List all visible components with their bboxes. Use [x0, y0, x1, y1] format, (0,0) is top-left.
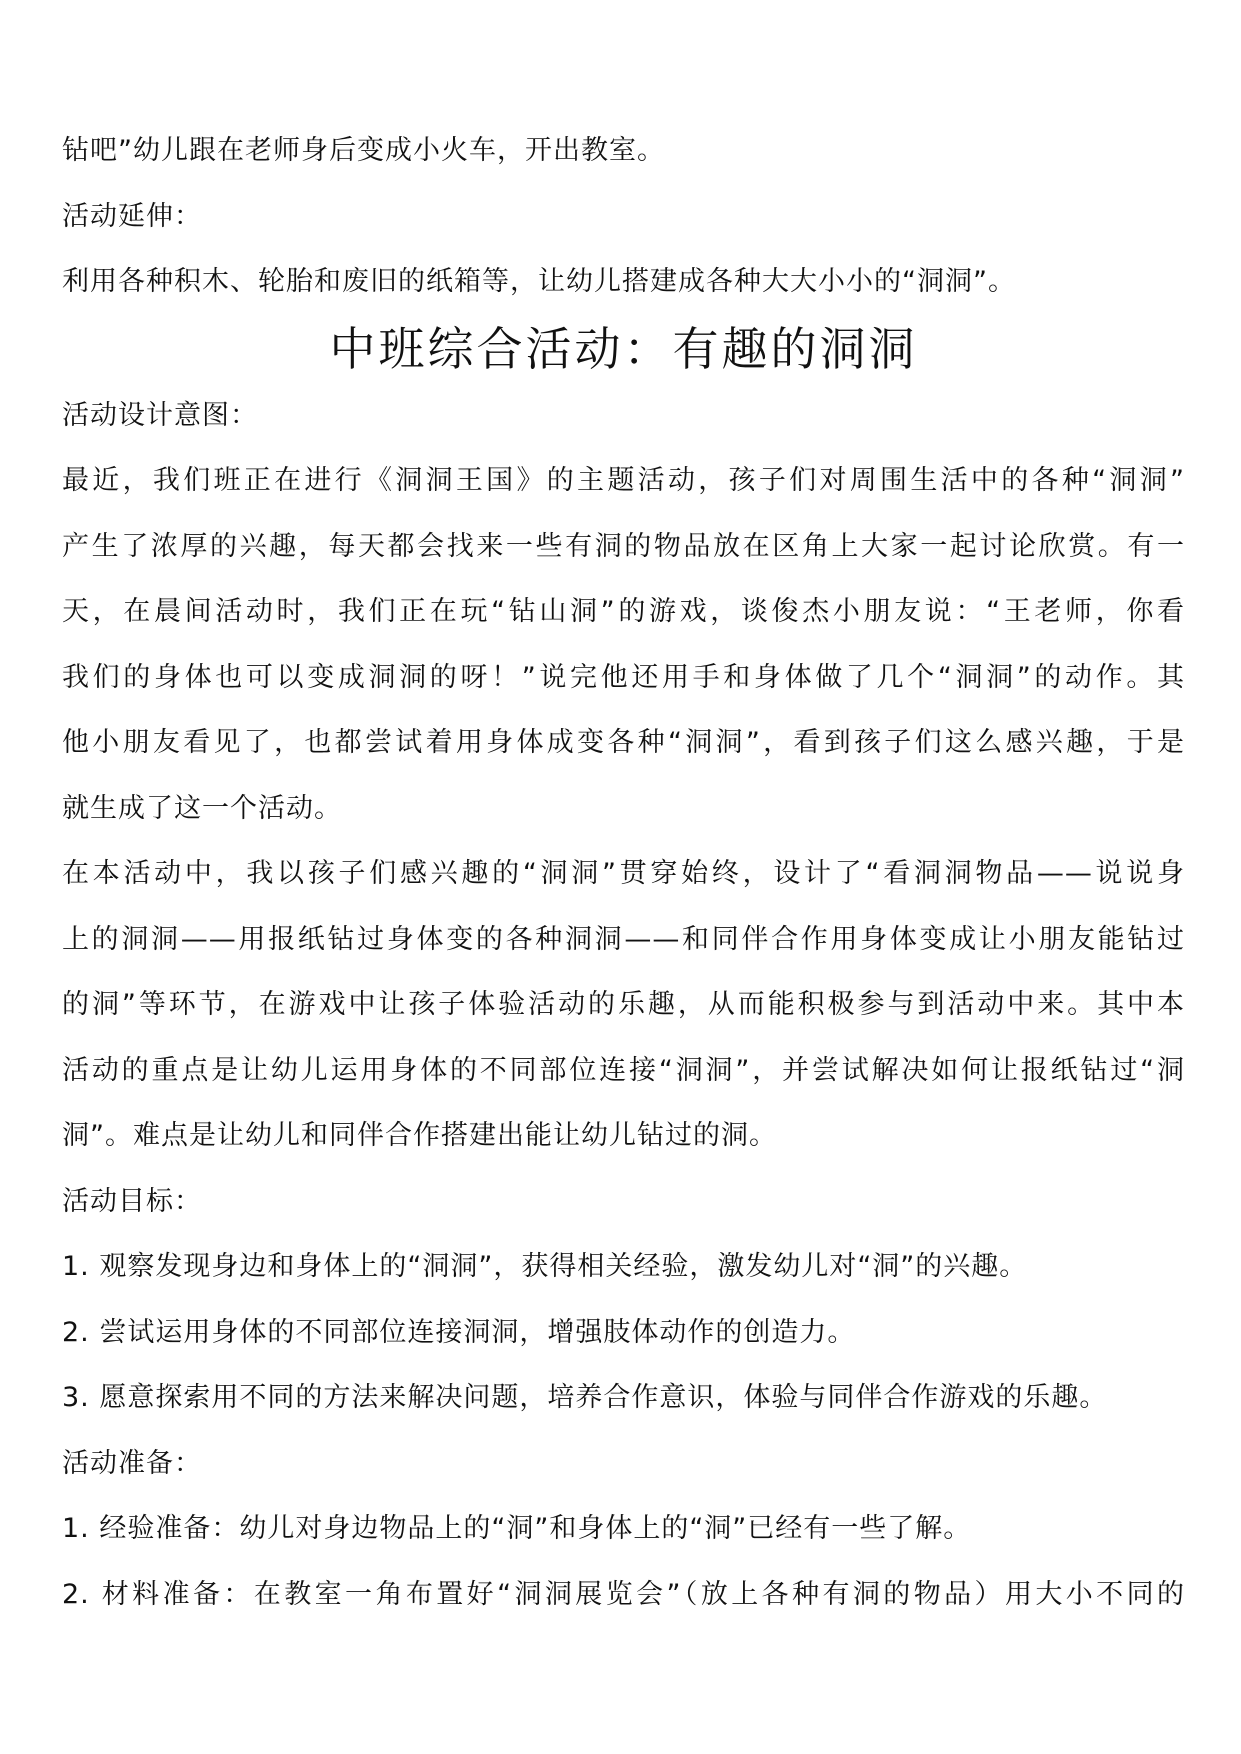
objective-item: 2. 尝试运用身体的不同部位连接洞洞，增强肢体动作的创造力。	[62, 1316, 856, 1348]
paragraph-line: 在本活动中，我以孩子们感兴趣的“洞洞”贯穿始终，设计了“看洞洞物品——说说身	[62, 858, 1185, 889]
paragraph-line: 产生了浓厚的兴趣，每天都会找来一些有洞的物品放在区角上大家一起讨论欣赏。有一	[62, 530, 1185, 562]
objective-item: 1. 观察发现身边和身体上的“洞洞”，获得相关经验，激发幼儿对“洞”的兴趣。	[62, 1251, 1028, 1282]
paragraph-line: 最近，我们班正在进行《洞洞王国》的主题活动，孩子们对周围生活中的各种“洞洞”	[62, 465, 1185, 496]
paragraph-line: 我们的身体也可以变成洞洞的呀！”说完他还用手和身体做了几个“洞洞”的动作。其	[62, 661, 1185, 693]
paragraph-line: 上的洞洞——用报纸钻过身体变的各种洞洞——和同伴合作用身体变成让小朋友能钻过	[62, 923, 1185, 955]
paragraph-line: 活动的重点是让幼儿运用身体的不同部位连接“洞洞”，并尝试解决如何让报纸钻过“洞	[62, 1054, 1185, 1086]
preparation-item: 2. 材料准备：在教室一角布置好“洞洞展览会”（放上各种有洞的物品）用大小不同的	[62, 1578, 1185, 1610]
paragraph-line: 的洞”等环节，在游戏中让孩子体验活动的乐趣，从而能积极参与到活动中来。其中本	[62, 989, 1185, 1020]
paragraph-line: 洞”。难点是让幼儿和同伴合作搭建出能让幼儿钻过的洞。	[62, 1120, 777, 1151]
section-heading-extension: 活动延伸：	[62, 200, 202, 232]
text-line: 钻吧”幼儿跟在老师身后变成小火车，开出教室。	[62, 135, 665, 166]
document-title: 中班综合活动：有趣的洞洞	[329, 321, 918, 376]
section-heading-preparation: 活动准备：	[62, 1447, 202, 1479]
paragraph-line: 他小朋友看见了，也都尝试着用身体成变各种“洞洞”，看到孩子们这么感兴趣，于是	[62, 727, 1185, 758]
section-heading-objectives: 活动目标：	[62, 1185, 202, 1217]
objective-item: 3. 愿意探索用不同的方法来解决问题，培养合作意识，体验与同伴合作游戏的乐趣。	[62, 1382, 1108, 1413]
section-heading-design-intent: 活动设计意图：	[62, 399, 258, 431]
paragraph-line: 就生成了这一个活动。	[62, 792, 342, 824]
paragraph-line: 天，在晨间活动时，我们正在玩“钻山洞”的游戏，谈俊杰小朋友说：“王老师，你看	[62, 596, 1185, 627]
preparation-item: 1. 经验准备：幼儿对身边物品上的“洞”和身体上的“洞”已经有一些了解。	[62, 1513, 972, 1544]
text-line: 利用各种积木、轮胎和废旧的纸箱等，让幼儿搭建成各种大大小小的“洞洞”。	[62, 266, 1016, 297]
